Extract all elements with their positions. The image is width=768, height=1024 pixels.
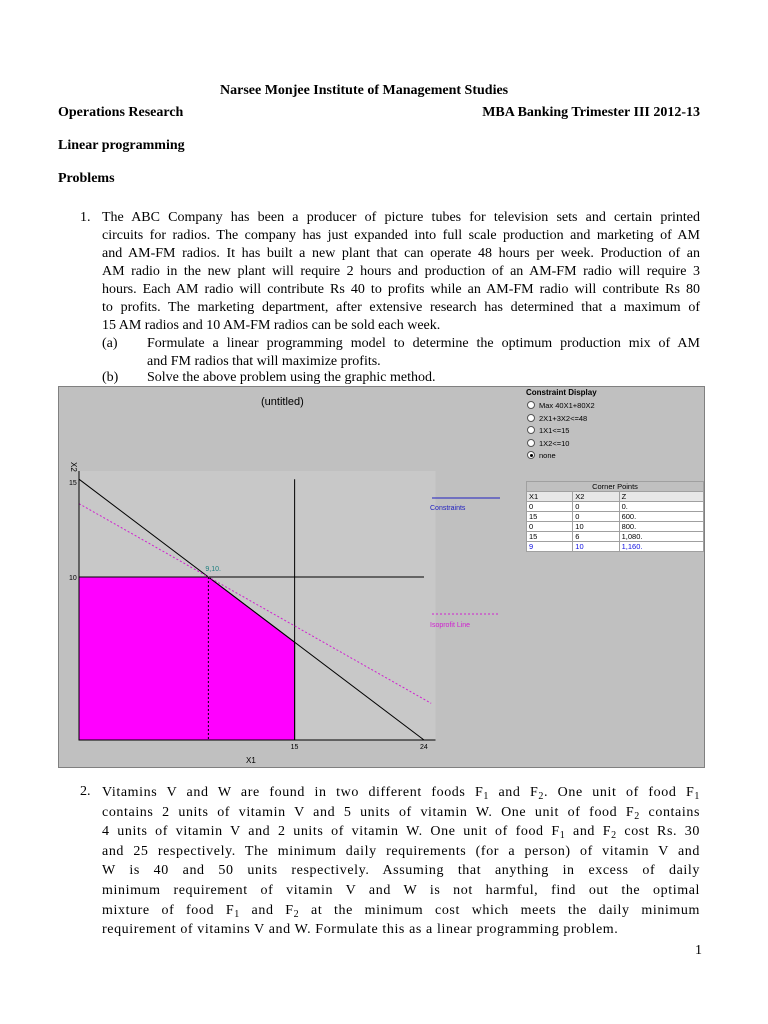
y-axis-label: X2 (69, 462, 78, 472)
x-tick-label: 24 (420, 744, 428, 751)
problem-1-line: hours. Each AM radio will contribute Rs 40 to profits while an AM-FM radio will contribute Rs 80 (102, 282, 700, 297)
corner-point-cell: 9 (527, 542, 573, 552)
corner-column-header: X2 (573, 492, 619, 502)
constraint-option[interactable] (527, 401, 595, 410)
corner-point-cell: 15 (527, 532, 573, 542)
constraint-display-title: Constraint Display (526, 388, 597, 397)
corner-point-cell: 800. (619, 522, 703, 532)
problem-2-line: and 25 respectively. The minimum daily requirements (for a person) of vitamin V and (102, 843, 700, 859)
corner-point-row (527, 542, 704, 552)
problem-1-line: to profits. The marketing department, after extensive research has determined that a maximum of (102, 300, 700, 315)
corner-point-row (527, 532, 704, 542)
part-b-label: (b) (102, 370, 119, 385)
corner-points-title: Corner Points (527, 482, 704, 492)
problem-2-line: minimum requirement of vitamin V and W is not harmful, find out the optimal (102, 882, 700, 898)
problem-1-text (102, 209, 700, 335)
x-tick-label: 15 (290, 744, 299, 751)
corner-point-cell: 1,160. (619, 542, 703, 552)
problem-2-line: mixture of food $F_1$ and $F_2$ at the minimum cost which meets the daily minimum (102, 902, 700, 920)
corner-column-header: Z (619, 492, 703, 502)
problem-1-line: The ABC Company has been a producer of picture tubes for television sets and certain printed (102, 210, 700, 225)
problem-2-line: W is 40 and 50 units respectively. Assuming that anything in excess of daily (102, 863, 700, 879)
constraint-option[interactable] (527, 426, 569, 435)
page-number: 1 (695, 943, 702, 958)
corner-point-cell: 10 (573, 542, 619, 552)
corner-point-row (527, 512, 704, 522)
side-panel (525, 387, 704, 767)
radio-button[interactable] (527, 414, 535, 422)
x-axis-label: X1 (246, 756, 256, 765)
legend-constraints-label: Constraints (430, 505, 466, 512)
corner-point-cell: 0 (573, 512, 619, 522)
corner-point-cell: 0 (527, 502, 573, 512)
radio-button[interactable] (527, 439, 535, 447)
constraint-option[interactable] (527, 451, 556, 460)
radio-button[interactable] (527, 451, 535, 459)
y-tick-label: 15 (69, 480, 77, 488)
constraint-option[interactable] (527, 414, 587, 423)
constraint-option-label: Max 40X1+80X2 (539, 401, 595, 410)
problem-1-line: AM radio in the new plant will require 2 hours and production of an AM-FM radio will require 3 (102, 264, 700, 279)
radio-button[interactable] (527, 426, 535, 434)
part-b-text: Solve the above problem using the graphic method. (147, 370, 436, 385)
graph-area (59, 387, 523, 767)
corner-point-row (527, 502, 704, 512)
corner-point-cell: 10 (573, 522, 619, 532)
constraint-option[interactable] (527, 439, 569, 448)
corner-point-row (527, 522, 704, 532)
constraint-option-label: 1X1<=15 (539, 426, 570, 435)
program-name: MBA Banking Trimester III 2012-13 (482, 105, 700, 120)
constraint-option-label: 2X1+3X2<=48 (539, 413, 588, 423)
problem-1-line: circuits for radios. The company has just expanded into full scale production and marketing of AM (102, 228, 700, 243)
problem-2-text (102, 783, 700, 940)
corner-point-cell: 0 (527, 522, 573, 532)
problem-2-line: Vitamins V and W are found in two different foods $F_1$ and $F_2$. One unit of food $F_1$ (102, 785, 700, 802)
problem-2-line: contains 2 units of vitamin V and 5 units of vitamin W. One unit of food $F_2$ contains (102, 804, 700, 822)
constraint-option-label: none (539, 451, 556, 460)
corner-column-header: X1 (527, 492, 573, 502)
corner-point-cell: 0. (619, 502, 703, 512)
part-a-text (147, 335, 700, 371)
problem-1-line: 15 AM radios and 10 AM-FM radios can be sold each week. (102, 318, 441, 333)
corner-point-cell: 15 (527, 512, 573, 522)
problem-2-number: 2. (80, 784, 91, 799)
problem-2-line: 4 units of vitamin V and 2 units of vitamin W. One unit of food $F_1$ and $F_2$ cost Rs. 30 (102, 824, 700, 842)
y-tick-label: 10 (69, 575, 77, 582)
constraint-option-label: 1X2<=10 (539, 438, 570, 448)
optimum-point-label: 9,10. (205, 566, 221, 573)
course-name: Operations Research (58, 105, 184, 120)
lp-software-screenshot (58, 386, 705, 768)
corner-point-cell: 1,080. (619, 532, 703, 542)
radio-button[interactable] (527, 401, 535, 409)
problem-2-line: requirement of vitamins V and W. Formulate this as a linear programming problem. (102, 922, 619, 938)
topic-heading: Linear programming (58, 138, 185, 153)
problem-1-number: 1. (80, 210, 91, 225)
corner-points-table (526, 481, 704, 552)
part-a-label: (a) (102, 336, 118, 351)
lp-graph (59, 387, 523, 767)
corner-point-cell: 0 (573, 502, 619, 512)
corner-point-cell: 6 (573, 532, 619, 542)
institute-name: Narsee Monjee Institute of Management Studies (220, 83, 509, 98)
graph-title: (untitled) (261, 396, 304, 408)
section-heading: Problems (58, 171, 115, 186)
problem-1-line: and AM-FM radios. It has built a new plant that can operate 48 hours per week. Production of an (102, 246, 700, 261)
corner-point-cell: 600. (619, 512, 703, 522)
legend-isoprofit-label: Isoprofit Line (430, 622, 471, 629)
part-a-line: Formulate a linear programming model to determine the optimum production mix of AM (147, 336, 700, 351)
part-a-line: and FM radios that will maximize profits. (147, 354, 381, 369)
